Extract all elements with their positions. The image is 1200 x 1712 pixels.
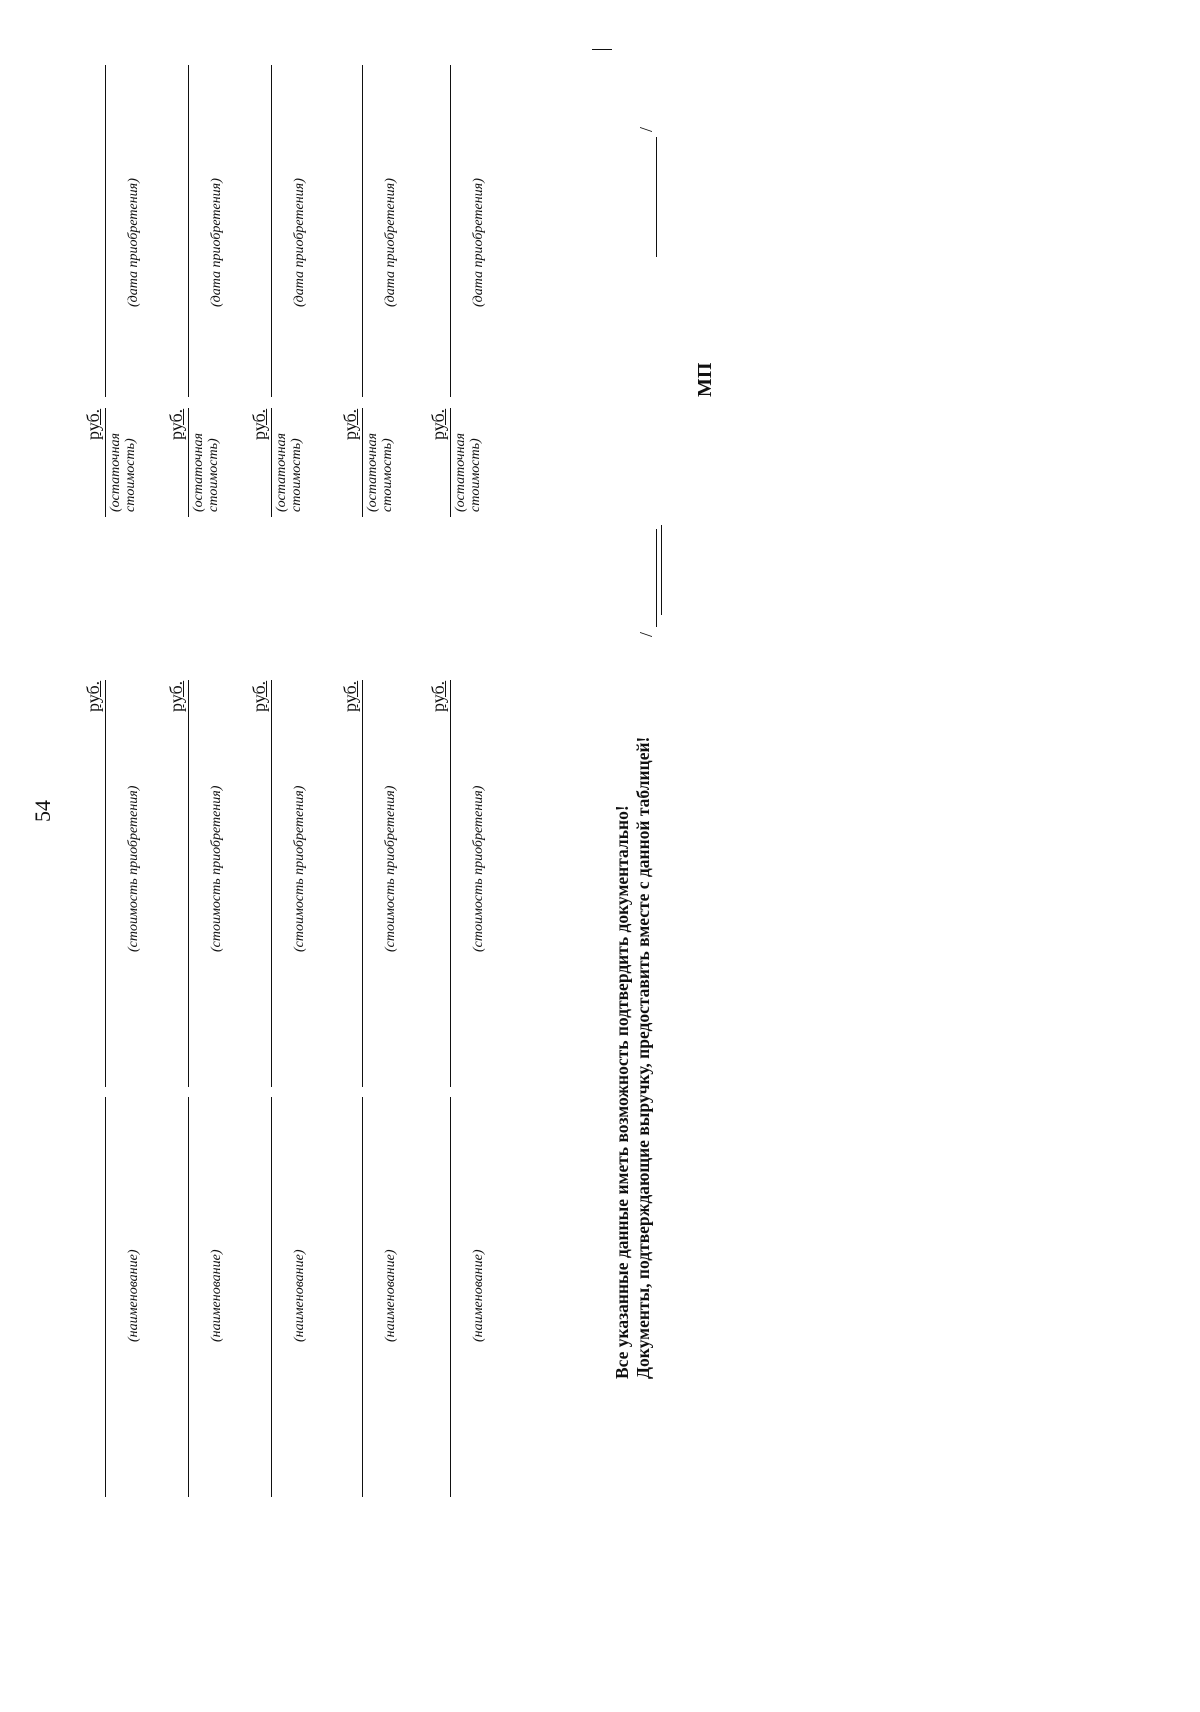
name-hint: (наименование)	[292, 1249, 307, 1342]
asset-row-4	[340, 0, 422, 1712]
purchase-date-hint: (дата приобретения)	[471, 178, 486, 307]
asset-row-3	[249, 0, 331, 1712]
signature-line-right[interactable]	[656, 137, 657, 257]
residual-value-field[interactable]	[105, 408, 106, 517]
residual-value-currency: руб.	[249, 408, 269, 440]
asset-row-1	[83, 0, 165, 1712]
note-documentary-proof: Все указанные данные иметь возможность подтвердить документально!	[612, 805, 632, 1379]
purchase-cost-hint: (стоимость приобретения)	[292, 785, 307, 952]
purchase-cost-hint: (стоимость приобретения)	[126, 785, 141, 952]
asset-row-2	[166, 0, 248, 1712]
purchase-date-hint: (дата приобретения)	[383, 178, 398, 307]
name-hint: (наименование)	[209, 1249, 224, 1342]
purchase-date-field[interactable]	[105, 65, 106, 397]
name-hint: (наименование)	[126, 1249, 141, 1342]
residual-value-hint: (остаточная стоимость)	[274, 432, 304, 512]
name-field[interactable]	[188, 1097, 189, 1497]
purchase-cost-field[interactable]	[188, 680, 189, 1087]
purchase-date-field[interactable]	[362, 65, 363, 397]
purchase-cost-hint: (стоимость приобретения)	[209, 785, 224, 952]
residual-value-hint: (остаточная стоимость)	[365, 432, 395, 512]
residual-value-field[interactable]	[188, 408, 189, 517]
signature-line-left[interactable]	[656, 529, 657, 627]
purchase-date-hint: (дата приобретения)	[209, 178, 224, 307]
signature-line-left-lower	[661, 525, 662, 615]
purchase-cost-hint: (стоимость приобретения)	[471, 785, 486, 952]
purchase-cost-currency: руб.	[340, 680, 360, 712]
purchase-cost-field[interactable]	[362, 680, 363, 1087]
residual-value-currency: руб.	[340, 408, 360, 440]
residual-value-currency: руб.	[166, 408, 186, 440]
purchase-cost-currency: руб.	[83, 680, 103, 712]
residual-value-currency: руб.	[428, 408, 448, 440]
purchase-cost-currency: руб.	[166, 680, 186, 712]
purchase-date-field[interactable]	[271, 65, 272, 397]
residual-value-field[interactable]	[271, 408, 272, 517]
purchase-date-field[interactable]	[188, 65, 189, 397]
residual-value-hint: (остаточная стоимость)	[453, 432, 483, 512]
name-field[interactable]	[105, 1097, 106, 1497]
purchase-cost-currency: руб.	[428, 680, 448, 712]
name-field[interactable]	[450, 1097, 451, 1497]
stamp-placeholder: МП	[694, 362, 716, 397]
signature-block	[636, 126, 657, 637]
purchase-date-hint: (дата приобретения)	[126, 178, 141, 307]
residual-value-field[interactable]	[362, 408, 363, 517]
name-field[interactable]	[271, 1097, 272, 1497]
name-hint: (наименование)	[383, 1249, 398, 1342]
edge-mark	[592, 49, 612, 50]
residual-value-currency: руб.	[83, 408, 103, 440]
page-number: 54	[30, 800, 55, 822]
notes-block	[612, 737, 654, 1379]
signature-slash-right: /	[636, 126, 656, 132]
asset-row-5	[428, 0, 510, 1712]
note-revenue-documents: Документы, подтверждающие выручку, предоставить вместе с данной таблицей!	[633, 736, 653, 1379]
residual-value-hint: (остаточная стоимость)	[191, 432, 221, 512]
purchase-date-field[interactable]	[450, 65, 451, 397]
signature-slash-left: /	[636, 631, 656, 637]
purchase-cost-field[interactable]	[105, 680, 106, 1087]
name-field[interactable]	[362, 1097, 363, 1497]
residual-value-hint: (остаточная стоимость)	[108, 432, 138, 512]
purchase-date-hint: (дата приобретения)	[292, 178, 307, 307]
purchase-cost-field[interactable]	[450, 680, 451, 1087]
purchase-cost-field[interactable]	[271, 680, 272, 1087]
purchase-cost-currency: руб.	[249, 680, 269, 712]
name-hint: (наименование)	[471, 1249, 486, 1342]
purchase-cost-hint: (стоимость приобретения)	[383, 785, 398, 952]
residual-value-field[interactable]	[450, 408, 451, 517]
